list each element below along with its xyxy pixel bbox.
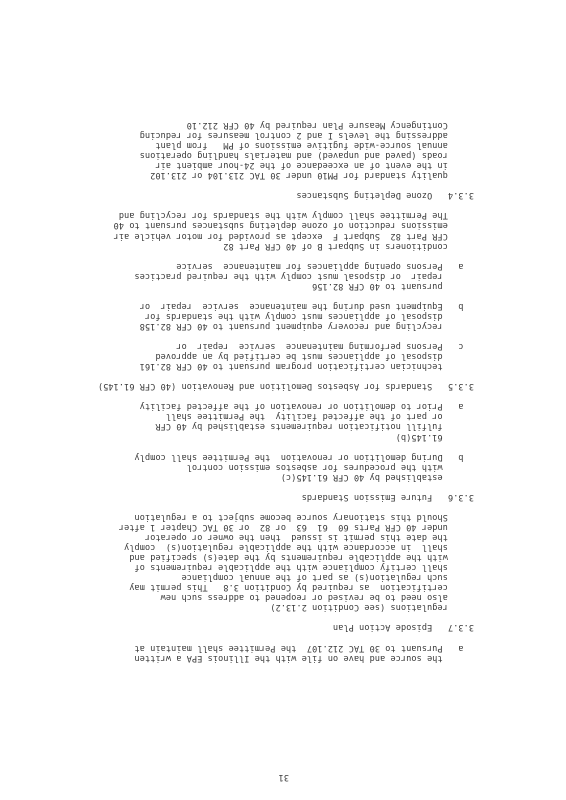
text-line: fulfill notification requirements established by 40 CFR xyxy=(155,421,474,432)
text-line: certification as required by Condition 3.8 This permit may xyxy=(129,582,474,593)
text-line: conditioners in Subpart B of 40 CFR Part 82 xyxy=(223,240,474,251)
text-line: regulations (see Condition 2.13.2) xyxy=(270,602,474,613)
text-line: a Pursuant to 30 TAC 212.107 the Permittee shall maintain at xyxy=(134,642,474,653)
page-number: 31 xyxy=(278,772,289,782)
text-line: pursuant to 40 CFR 82.156 xyxy=(312,280,474,291)
text-line: b During demolition or renovation the Permittee shall comply xyxy=(134,451,474,462)
text-line: 3.3.4 Ozone Depleting Substances xyxy=(296,190,474,201)
text-line: addressing the levels I and 2 control measures for reducing xyxy=(139,130,474,141)
text-line: with the applicable requirements by the date(s) specified and xyxy=(129,552,474,563)
text-line: The Permittee shall comply with the standards for recycling and xyxy=(118,210,474,221)
text-line: recycling and recovery equipment pursuant to 40 CFR 82.158 xyxy=(139,321,474,331)
text-line: shall in accordance with the applicable regulation(s) comply xyxy=(124,542,474,553)
text-line: 3.3.6 Future Emission Standards xyxy=(301,491,474,502)
text-line: emissions reduction of ozone depleting substances pursuant to 40 xyxy=(113,220,474,231)
text-line: Should this stationary source become subject to a regulation xyxy=(134,511,474,522)
text-line: c Persons performing maintenance service repair or xyxy=(176,341,474,352)
text-line: the source and have on file with the Illinois EPA a written xyxy=(134,652,474,663)
text-line: a Prior to demolition or renovation of the affected facility xyxy=(139,401,474,412)
text-line: disposal of appliances must comply with the standards for xyxy=(144,310,474,321)
text-line: or part of the affected facility the Permittee shall xyxy=(165,411,474,422)
text-line: with the procedures for asbestos emission control xyxy=(186,461,474,472)
text-line: in the event of an exceedance of the 24-hour ambient air xyxy=(155,160,474,171)
text-line: Contingency Measure Plan required by 40 CFR 212.10 xyxy=(186,120,474,130)
text-line: CFR Part 82 Subpart F except as provided for motor vehicle air xyxy=(113,230,474,241)
text-line: a Persons opening appliances for maintenance service xyxy=(176,260,474,271)
text-line: 3.3.7 Episode Action Plan xyxy=(332,622,474,633)
text-line: roads (paved and unpaved) and materials handling operations xyxy=(139,150,474,161)
text-line: 3.3.5 Standards for Asbestos Demolition and Renovation (40 CFR 61.145) xyxy=(97,381,474,392)
text-line: disposal of appliances must be certified by an approved xyxy=(155,351,474,362)
text-line: technician certification program pursuant to 40 CFR 82.161 xyxy=(139,361,474,372)
text-line: the date this permit is issued then the owner or operator xyxy=(144,532,474,543)
text-line: established by 40 CFR 61.145(c) xyxy=(280,471,474,482)
text-line: annual source-wide fugitive emissions of PM from plant xyxy=(155,140,474,151)
text-line: quality standard for PM10 under 30 TAC 213.104 or 213.102 xyxy=(150,170,474,181)
text-line: shall certify compliance with the applicable requirements of xyxy=(134,562,474,573)
text-line: b Equipment used during the maintenance service repair or xyxy=(139,300,474,311)
text-line: under 40 CFR Parts 60 61 63 or 82 or 30 TAC Chapter 1 after xyxy=(118,522,474,532)
text-line: 61.145(b) xyxy=(395,431,474,442)
text-line: repair or disposal must comply with the required practices xyxy=(134,270,474,281)
text-line: such regulation(s) as part of the annual compliance xyxy=(181,572,474,583)
text-line: also need to be revised or reopened to address such new xyxy=(160,592,474,603)
